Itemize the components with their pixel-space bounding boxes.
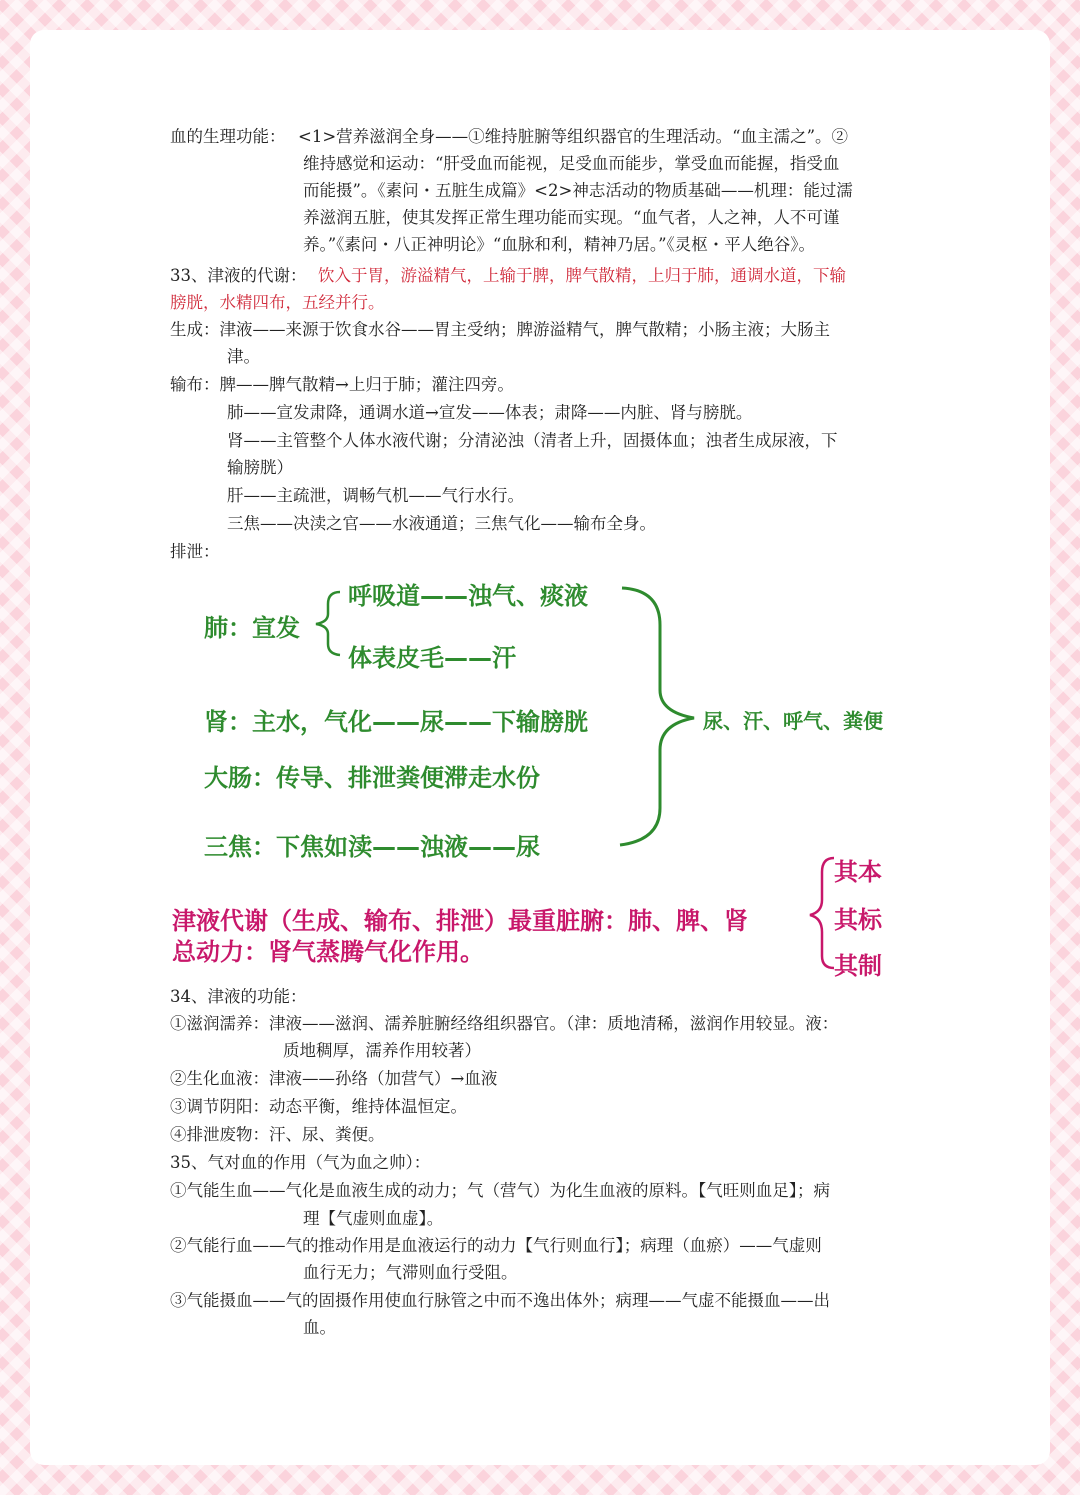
kidney-role-control: 其制	[834, 952, 882, 980]
blood-function-line-1: <1>营养滋润全身——①维持脏腑等组织器官的生理活动。“血主濡之”。②	[298, 127, 849, 146]
section-33-red-line-1: 饮入于胃，游溢精气，上输于脾，脾气散精，上归于肺，通调水道，下输	[318, 266, 846, 285]
large-intestine-line: 大肠：传导、排泄粪便滞走水份	[204, 764, 540, 792]
section-34-line-2: 质地稠厚，濡养作用较著）	[283, 1041, 481, 1060]
section-35-line-2: 理【气虚则血虚】。	[303, 1209, 444, 1228]
excretion-result: 尿、汗、呼气、粪便	[703, 709, 883, 733]
distribution-line-5: 肝——主疏泄，调畅气机——气行水行。	[227, 486, 524, 505]
kidney-role-root: 其本	[834, 858, 882, 886]
distribution-line-3: 肾——主管整个人体水液代谢；分清泌浊（清者上升，固摄体血；浊者生成尿液，下	[227, 431, 838, 450]
distribution-line-1: 输布：脾——脾气散精→上归于肺；灌注四旁。	[170, 375, 514, 394]
section-35-line-5: ③气能摄血——气的固摄作用使血行脉管之中而不逸出体外；病理——气虚不能摄血——出	[170, 1291, 830, 1310]
blood-function-line-5: 养。”《素问・八正神明论》“血脉和利，精神乃居。”《灵枢・平人绝谷》。	[303, 235, 816, 254]
section-35-line-1: ①气能生血——气化是血液生成的动力；气（营气）为化生血液的原料。【气旺则血足】；病	[170, 1181, 830, 1200]
kidney-roles-brace	[810, 858, 834, 968]
section-34-line-3: ②生化血液：津液——孙络（加营气）→血液	[170, 1069, 498, 1088]
generation-line-2: 津。	[227, 347, 260, 366]
distribution-line-2: 肺——宣发肃降，通调水道→宣发——体表；肃降——内脏、肾与膀胱。	[227, 403, 753, 422]
lung-brace	[316, 592, 340, 655]
blood-function-line-3: 而能摄”。《素问・五脏生成篇》<2>神志活动的物质基础——机理：能过濡	[303, 181, 853, 200]
excretion-label: 排泄：	[170, 542, 220, 561]
section-35-line-3: ②气能行血——气的推动作用是血液运行的动力【气行则血行】；病理（血瘀）——气虚则	[170, 1236, 822, 1255]
section-33-title: 33、津液的代谢：	[170, 266, 307, 285]
excretion-brace	[620, 588, 694, 845]
total-power-line: 总动力：肾气蒸腾气化作用。	[172, 938, 484, 966]
section-34-title: 34、津液的功能：	[170, 987, 307, 1006]
lung-branch-skin: 体表皮毛——汗	[348, 644, 516, 672]
section-34-line-4: ③调节阴阳：动态平衡，维持体温恒定。	[170, 1097, 467, 1116]
section-33-red-line-2: 膀胱，水精四布，五经并行。	[170, 293, 385, 312]
blood-function-line-2: 维持感觉和运动：“肝受血而能视，足受血而能步，掌受血而能握，指受血	[303, 154, 840, 173]
lung-branch-respiratory: 呼吸道——浊气、痰液	[348, 582, 588, 610]
section-34-line-1: ①滋润濡养：津液——滋润、濡养脏腑经络组织器官。（津：质地清稀，滋润作用较显。液：	[170, 1014, 839, 1033]
kidney-line: 肾：主水，气化——尿——下输膀胱	[204, 708, 588, 736]
blood-function-line-4: 养滋润五脏，使其发挥正常生理功能而实现。“血气者，人之神，人不可谨	[303, 208, 840, 227]
section-35-line-6: 血。	[303, 1318, 336, 1337]
key-organs-line: 津液代谢（生成、输布、排泄）最重脏腑：肺、脾、肾	[172, 907, 748, 935]
distribution-line-6: 三焦——决渎之官——水液通道；三焦气化——输布全身。	[227, 514, 656, 533]
blood-function-label: 血的生理功能：	[170, 127, 286, 146]
sanjiao-line: 三焦：下焦如渎——浊液——尿	[204, 833, 540, 861]
generation-line-1: 生成：津液——来源于饮食水谷——胃主受纳；脾游溢精气，脾气散精；小肠主液；大肠主	[170, 320, 830, 339]
section-35-title: 35、气对血的作用（气为血之帅）：	[170, 1153, 431, 1172]
section-34-line-5: ④排泄废物：汗、尿、粪便。	[170, 1125, 385, 1144]
kidney-role-branch: 其标	[834, 906, 882, 934]
lung-xuanfa: 肺：宣发	[204, 614, 300, 642]
section-35-line-4: 血行无力；气滞则血行受阻。	[303, 1263, 518, 1282]
distribution-line-4: 输膀胱）	[227, 458, 293, 477]
